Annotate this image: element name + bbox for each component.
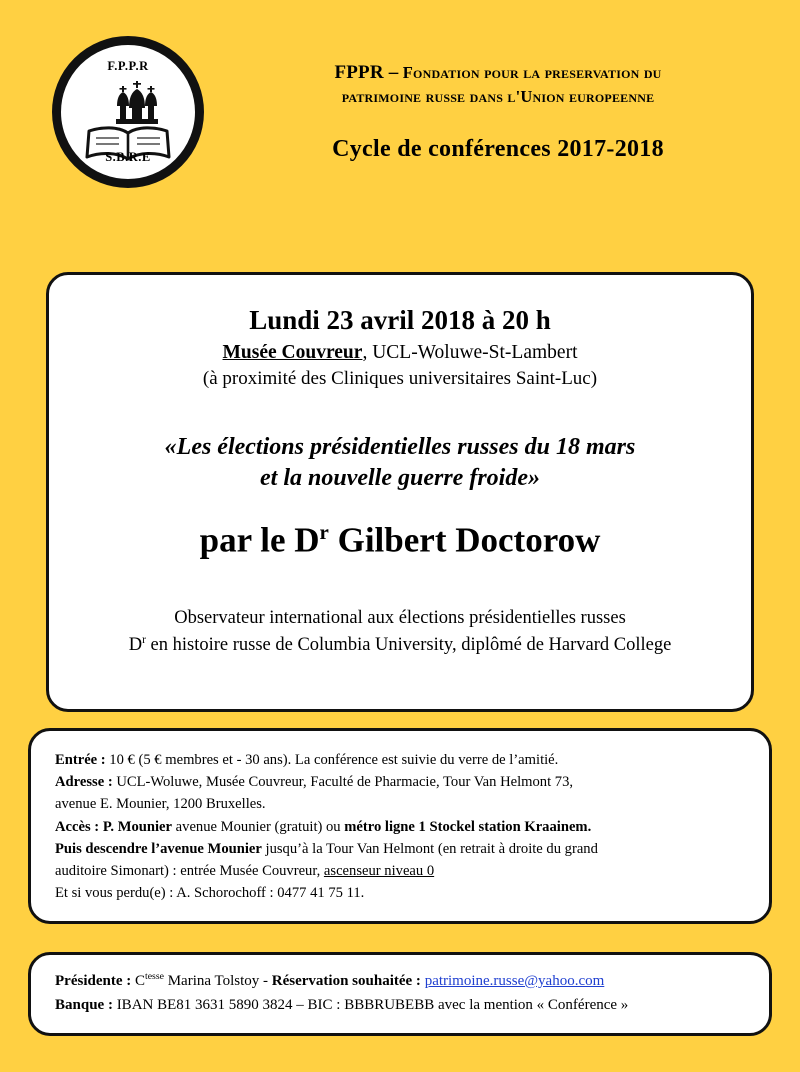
info-route-line2 — [55, 860, 745, 882]
header-text-block — [204, 30, 770, 163]
footer-president-label: Présidente : — [55, 973, 132, 989]
speaker-name — [79, 520, 721, 561]
info-address-text: UCL-Woluwe, Musée Couvreur, Faculté de Pharmacie, Tour Van Helmont 73, — [112, 774, 574, 791]
info-lost-line: Et si vous perdu(e) : A. Schorochoff : 0477 41 75 11. — [55, 885, 365, 902]
footer-bank-text: IBAN BE81 3631 5890 3824 – BIC : BBBRUBEBB avec la mention « Conférence » — [112, 997, 629, 1013]
conference-cycle-title: Cycle de conférences 2017-2018 — [332, 135, 664, 162]
org-abbrev: FPPR — [334, 62, 384, 83]
organization-title — [226, 60, 770, 108]
event-venue-name: Musée Couvreur — [222, 342, 363, 363]
speaker-title-sup: r — [319, 520, 329, 545]
info-route-bold: Puis descendre l’avenue Mounier — [55, 840, 262, 857]
info-address-label: Adresse : — [55, 774, 113, 791]
org-dash-char: – — [388, 62, 399, 83]
fppr-logo — [52, 36, 204, 188]
info-route-text2: auditoire Simonart) : entrée Musée Couvreur, — [55, 862, 324, 879]
speaker-bio-line2-post: en histoire russe de Columbia University, diplômé de Harvard College — [145, 635, 672, 655]
logo-top-text: F.P.P.R — [107, 59, 149, 73]
info-route-text: jusqu’à la Tour Van Helmont (en retrait à droite du grand — [261, 840, 598, 857]
footer-reservation-label: Réservation souhaitée : — [271, 973, 421, 989]
speaker-fullname: Gilbert Doctorow — [328, 521, 601, 561]
orthodox-church-icon — [61, 81, 195, 131]
event-date: Lundi 23 avril 2018 à 20 h — [249, 305, 551, 335]
logo-bottom-text: S.B.R.E — [105, 150, 151, 164]
reservation-email-link[interactable]: patrimoine.russe@yahoo.com — [424, 973, 605, 989]
org-name-line1: Fondation pour la preservation du — [402, 63, 662, 82]
info-route-line — [55, 838, 745, 860]
footer-bank-line — [55, 993, 745, 1017]
event-venue — [79, 342, 721, 364]
info-entry-text: 10 € (5 € membres et - 30 ans). La conférence est suivie du verre de l’amitié. — [105, 752, 559, 768]
talk-title — [79, 432, 721, 494]
info-route-underline: ascenseur niveau 0 — [323, 862, 435, 879]
info-access-metro: métro ligne 1 Stockel station Kraainem. — [344, 818, 592, 835]
practical-info-panel — [28, 728, 772, 924]
speaker-bio — [79, 605, 721, 659]
info-access-text: avenue Mounier (gratuit) ou — [172, 818, 345, 835]
speaker-prefix: par le D — [199, 521, 320, 561]
footer-president-line — [55, 969, 745, 993]
event-venue-note: (à proximité des Cliniques universitaires Saint-Luc) — [202, 368, 598, 389]
event-venue-rest: , UCL-Woluwe-St-Lambert — [362, 342, 578, 363]
talk-title-line2: et la nouvelle guerre froide» — [260, 465, 540, 492]
speaker-bio-sup: r — [142, 633, 146, 646]
info-access-line — [55, 816, 745, 838]
info-address-line — [55, 771, 745, 793]
info-access-bus: P. Mounier — [99, 818, 173, 835]
info-address-line2: avenue E. Mounier, 1200 Bruxelles. — [55, 796, 266, 813]
footer-bank-label: Banque : — [55, 997, 113, 1013]
info-entry-line — [55, 749, 745, 771]
footer-president-title: C — [134, 973, 145, 989]
poster-header — [0, 0, 800, 188]
footer-president-name: Marina Tolstoy - — [163, 973, 272, 989]
speaker-bio-line2-pre: D — [128, 635, 143, 655]
org-name-line2: patrimoine russe dans l'Union europeenne — [341, 86, 655, 106]
talk-title-line1: «Les élections présidentielles russes du 18 mars — [164, 434, 636, 460]
speaker-bio-line1: Observateur international aux élections présidentielles russes — [174, 608, 626, 629]
info-entry-label: Entrée : — [55, 752, 106, 768]
info-access-label: Accès : — [55, 818, 100, 835]
footer-president-title-sup: tesse — [145, 971, 164, 982]
event-main-panel — [46, 272, 754, 712]
contact-footer-panel — [28, 952, 772, 1036]
